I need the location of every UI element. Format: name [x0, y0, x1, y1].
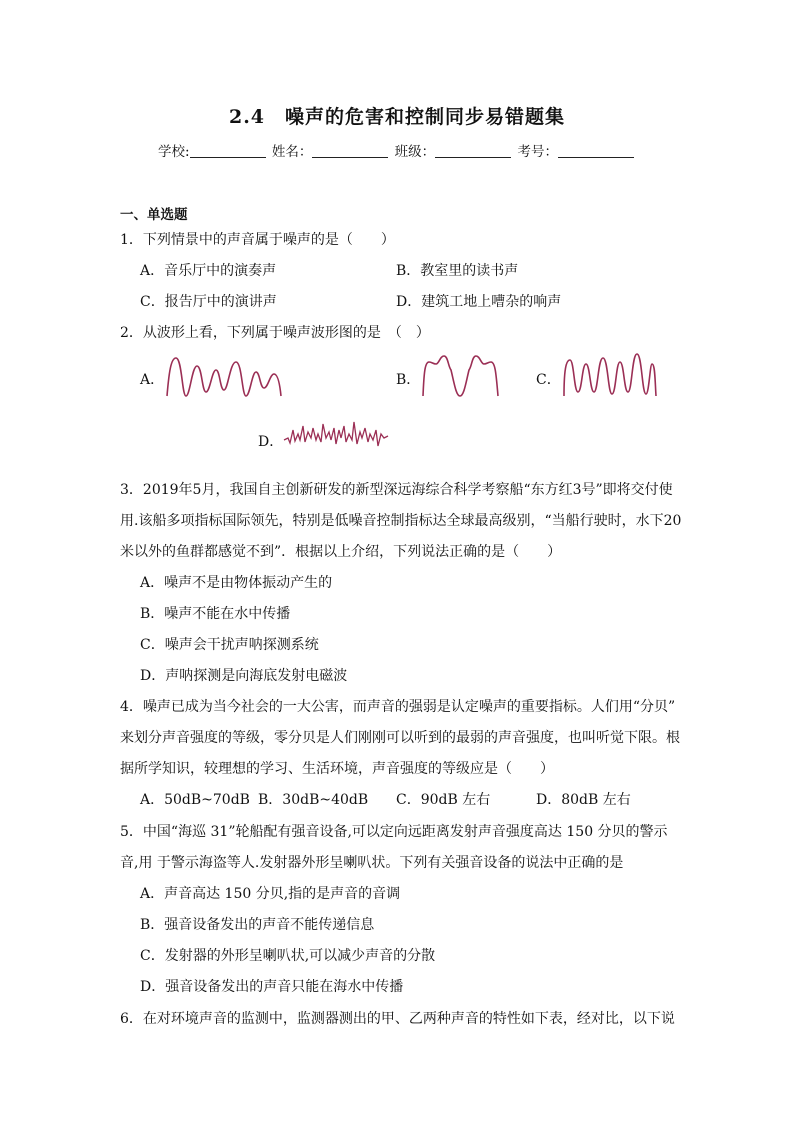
q3-option-d[interactable]: D．声呐探测是向海底发射电磁波	[140, 668, 348, 684]
school-blank[interactable]	[190, 143, 266, 158]
number-label: 考号：	[517, 144, 558, 160]
q5-stem-line1: 5．中国“海巡 31”轮船配有强音设备,可以定向远距离发射声音强度高达 150 分贝的警示	[120, 824, 668, 840]
school-label: 学校:	[158, 144, 190, 160]
q1-stem: 1．下列情景中的声音属于噪声的是（ ）	[120, 232, 395, 248]
q3-option-a[interactable]: A．噪声不是由物体振动产生的	[140, 575, 333, 591]
q4-option-b[interactable]: B．30dB~40dB	[258, 792, 369, 808]
q2-option-a-label[interactable]: A．	[140, 372, 165, 388]
q6-stem-line1: 6．在对环境声音的监测中，监测器测出的甲、乙两种声音的特性如下表，经对比，以下说	[120, 1011, 675, 1027]
q3-stem-line1: 3．2019年5月，我国自主创新研发的新型深远海综合科学考察船“东方红3号”即将交付使	[120, 482, 673, 498]
q2-option-c-label[interactable]: C．	[536, 372, 561, 388]
page-title: 2.4 噪声的危害和控制同步易错题集	[228, 106, 566, 128]
q1-option-a[interactable]: A．音乐厅中的演奏声	[140, 263, 277, 279]
q3-stem-line2: 用.该船多项指标国际领先，特别是低噪音控制指标达全球最高级别，“当船行驶时，水下20	[120, 513, 682, 529]
q1-option-d[interactable]: D．建筑工地上嘈杂的响声	[396, 294, 562, 310]
q2-waveform-b[interactable]	[420, 352, 502, 400]
section-heading: 一、单选题	[120, 207, 188, 223]
q3-stem-line3: 米以外的鱼群都感觉不到”．根据以上介绍，下列说法正确的是（ ）	[120, 544, 562, 560]
q2-option-b-label[interactable]: B．	[396, 372, 421, 388]
q5-option-a[interactable]: A．声音高达 150 分贝,指的是声音的音调	[140, 886, 401, 902]
q5-option-c[interactable]: C．发射器的外形呈喇叭状,可以减少声音的分散	[140, 948, 436, 964]
q2-waveform-a[interactable]	[164, 352, 284, 400]
q5-option-d[interactable]: D．强音设备发出的声音只能在海水中传播	[140, 979, 404, 995]
q4-option-d[interactable]: D．80dB 左右	[536, 792, 631, 808]
q3-option-c[interactable]: C．噪声会干扰声呐探测系统	[140, 637, 319, 653]
name-label: 姓名：	[271, 144, 313, 160]
q5-stem-line2: 音,用 于警示海盗等人.发射器外形呈喇叭状。下列有关强音设备的说法中正确的是	[120, 855, 624, 871]
name-blank[interactable]	[312, 143, 388, 158]
q5-option-b[interactable]: B．强音设备发出的声音不能传递信息	[140, 917, 375, 933]
q2-waveform-c[interactable]	[560, 350, 658, 400]
number-blank[interactable]	[558, 143, 634, 158]
q2-stem: 2．从波形上看，下列属于噪声波形图的是 （ ）	[120, 325, 430, 341]
q2-waveform-d[interactable]	[282, 416, 390, 452]
class-blank[interactable]	[435, 143, 511, 158]
q1-option-b[interactable]: B．教室里的读书声	[396, 263, 519, 279]
q4-stem-line3: 据所学知识，较理想的学习、生活环境，声音强度的等级应是（ ）	[120, 761, 554, 777]
student-info-row	[0, 140, 794, 160]
q4-stem-line2: 来划分声音强度的等级，零分贝是人们刚刚可以听到的最弱的声音强度，也叫听觉下限。根	[120, 730, 680, 746]
q3-option-b[interactable]: B．噪声不能在水中传播	[140, 606, 291, 622]
q4-stem-line1: 4．噪声已成为当今社会的一大公害，而声音的强弱是认定噪声的重要指标。人们用“分贝”	[120, 699, 676, 715]
q4-option-c[interactable]: C．90dB 左右	[396, 792, 491, 808]
q4-option-a[interactable]: A．50dB~70dB	[140, 792, 250, 808]
q1-option-c[interactable]: C．报告厅中的演讲声	[140, 294, 277, 310]
class-label: 班级：	[394, 144, 436, 160]
q2-option-d-label[interactable]: D．	[258, 434, 284, 450]
